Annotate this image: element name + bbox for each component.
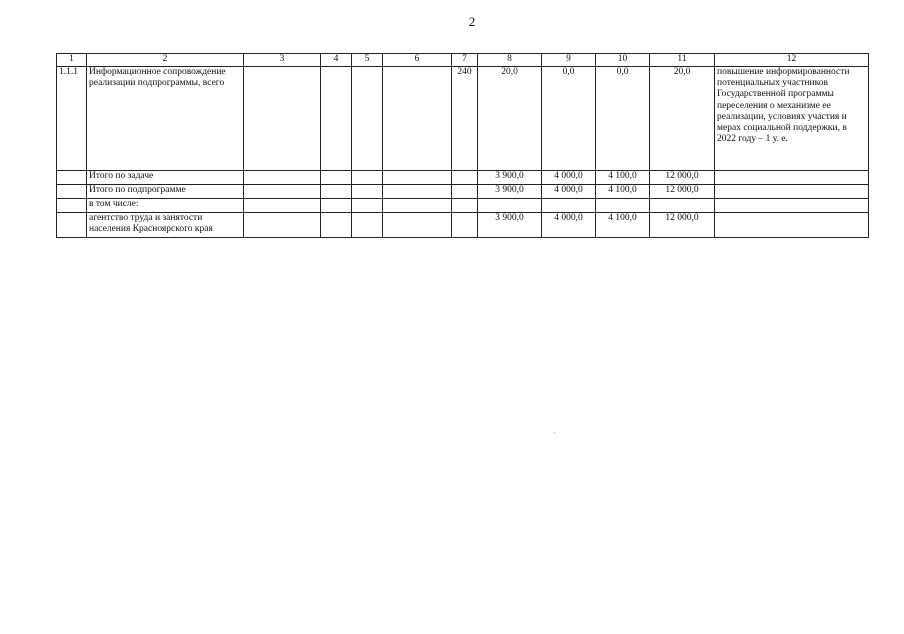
cell-col4 (321, 67, 352, 171)
cell-result (715, 171, 869, 185)
cell-name: в том числе: (87, 199, 244, 213)
cell-col7 (452, 199, 478, 213)
cell-col7: 240 (452, 67, 478, 171)
cell-col6 (383, 199, 452, 213)
cell-name: Итого по подпрограмме (87, 185, 244, 199)
cell-result: повышение информированности потенциальных участников Государственной программы переселения о механизме ее реализации, условиях участия и мерах социальной поддержки, в 2022 году – 1 у. е. (715, 67, 869, 171)
table-row (57, 199, 869, 213)
cell-code (57, 199, 87, 213)
cell-col4 (321, 213, 352, 238)
cell-col3 (244, 213, 321, 238)
cell-code (57, 213, 87, 238)
cell-col5 (352, 171, 383, 185)
cell-col3 (244, 67, 321, 171)
scan-speck (554, 432, 555, 433)
cell-col7 (452, 185, 478, 199)
cell-code: 1.1.1 (57, 67, 87, 171)
table-row (57, 67, 869, 171)
cell-col11: 12 000,0 (650, 213, 715, 238)
cell-result (715, 185, 869, 199)
column-number: 4 (321, 54, 352, 67)
cell-col11: 12 000,0 (650, 185, 715, 199)
cell-col8: 20,0 (478, 67, 542, 171)
program-table (56, 53, 869, 238)
cell-col11: 20,0 (650, 67, 715, 171)
column-number: 5 (352, 54, 383, 67)
column-number: 10 (596, 54, 650, 67)
cell-col7 (452, 213, 478, 238)
cell-col3 (244, 185, 321, 199)
cell-col5 (352, 213, 383, 238)
column-number: 7 (452, 54, 478, 67)
cell-col10: 4 100,0 (596, 171, 650, 185)
column-number: 6 (383, 54, 452, 67)
page-number: 2 (468, 14, 476, 29)
column-number: 2 (87, 54, 244, 67)
cell-name: Информационное сопровождение реализации подпрограммы, всего (87, 67, 244, 171)
cell-col4 (321, 185, 352, 199)
column-number: 8 (478, 54, 542, 67)
cell-col10 (596, 199, 650, 213)
cell-col8: 3 900,0 (478, 213, 542, 238)
cell-col10: 4 100,0 (596, 213, 650, 238)
cell-col10: 0,0 (596, 67, 650, 171)
cell-col8: 3 900,0 (478, 185, 542, 199)
cell-col3 (244, 171, 321, 185)
column-number-row (57, 54, 869, 67)
cell-col4 (321, 171, 352, 185)
column-number: 3 (244, 54, 321, 67)
cell-code (57, 185, 87, 199)
cell-col5 (352, 67, 383, 171)
cell-result (715, 213, 869, 238)
table-row (57, 171, 869, 185)
cell-col9: 4 000,0 (542, 171, 596, 185)
cell-col5 (352, 185, 383, 199)
cell-col10: 4 100,0 (596, 185, 650, 199)
cell-col9: 0,0 (542, 67, 596, 171)
cell-col4 (321, 199, 352, 213)
table-row (57, 185, 869, 199)
cell-name: агентство труда и занятости населения Красноярского края (87, 213, 244, 238)
cell-result (715, 199, 869, 213)
cell-col9: 4 000,0 (542, 185, 596, 199)
cell-col8 (478, 199, 542, 213)
cell-col6 (383, 67, 452, 171)
cell-col11 (650, 199, 715, 213)
cell-col6 (383, 171, 452, 185)
cell-code (57, 171, 87, 185)
column-number: 9 (542, 54, 596, 67)
column-number: 11 (650, 54, 715, 67)
column-number: 1 (57, 54, 87, 67)
cell-col9: 4 000,0 (542, 213, 596, 238)
cell-col5 (352, 199, 383, 213)
cell-col9 (542, 199, 596, 213)
cell-col3 (244, 199, 321, 213)
cell-col6 (383, 213, 452, 238)
table-row (57, 213, 869, 238)
cell-col6 (383, 185, 452, 199)
cell-name: Итого по задаче (87, 171, 244, 185)
column-number: 12 (715, 54, 869, 67)
cell-col7 (452, 171, 478, 185)
cell-col8: 3 900,0 (478, 171, 542, 185)
cell-col11: 12 000,0 (650, 171, 715, 185)
